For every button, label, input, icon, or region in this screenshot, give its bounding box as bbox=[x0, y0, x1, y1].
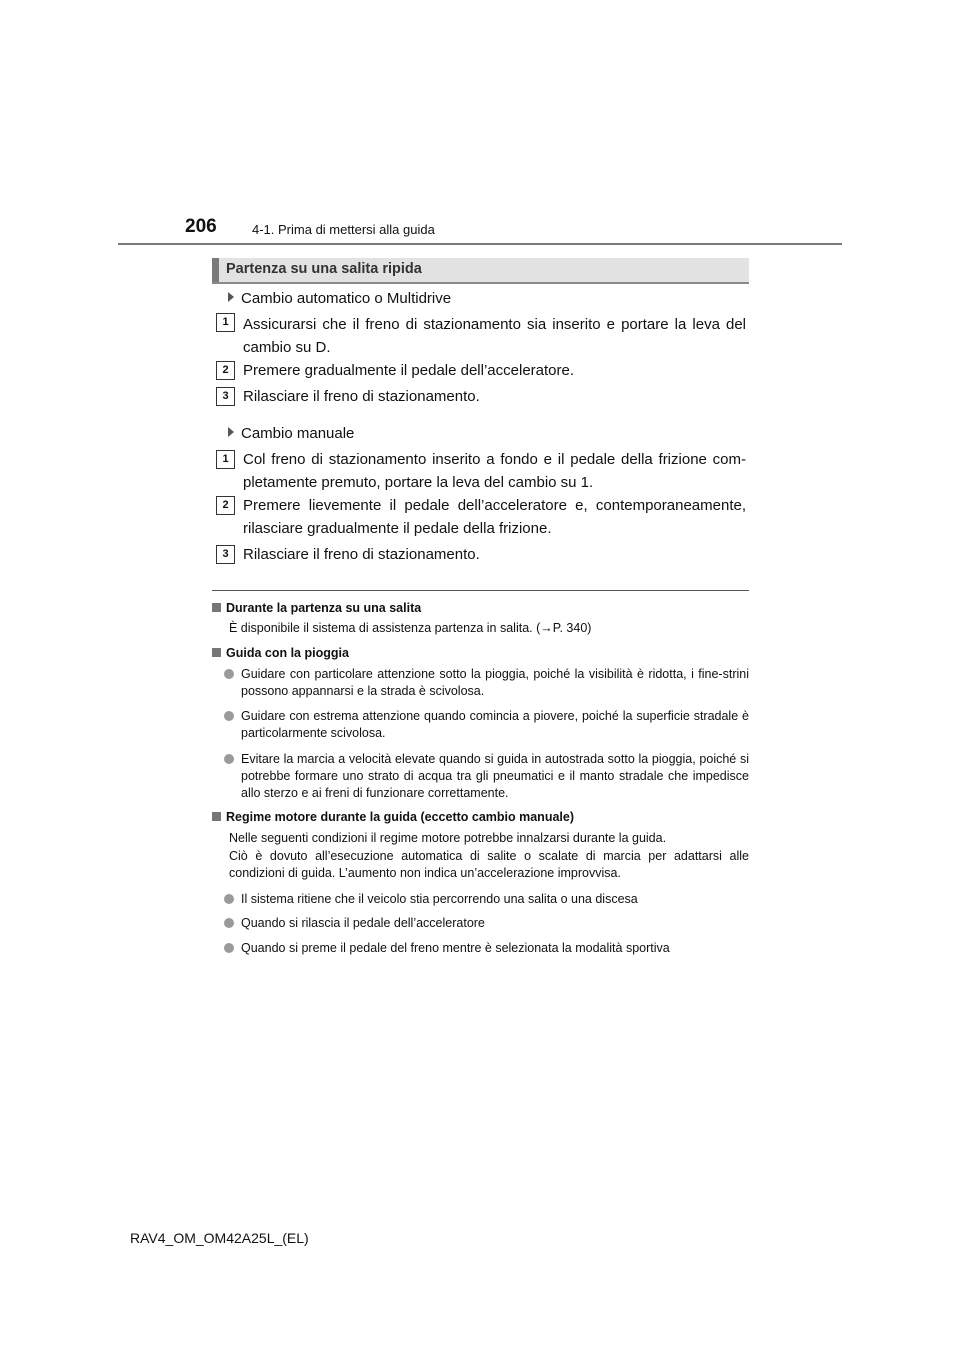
note-text: Ciò è dovuto all’esecuzione automatica di salite o scalate di marcia per adattarsi alle condizioni di guida. L’aumento non indica un’accelerazione improvvisa. bbox=[229, 849, 749, 880]
bullet-item: Guidare con particolare attenzione sotto la pioggia, poiché la visibilità è ridotta, i fine-strini possono appannarsi e la strada è scivolosa. bbox=[212, 666, 749, 700]
header-divider bbox=[118, 243, 842, 245]
note-heading: Durante la partenza su una salita bbox=[212, 601, 421, 615]
bullet-item: Quando si preme il pedale del freno mentre è selezionata la modalità sportiva bbox=[212, 940, 749, 957]
notes-divider bbox=[212, 590, 749, 591]
circle-bullet-icon bbox=[224, 669, 234, 679]
step-number: 2 bbox=[216, 496, 235, 515]
step-text: Assicurarsi che il freno di stazionamento sia inserito e portare la leva del cambio su D. bbox=[243, 316, 746, 356]
step-number: 2 bbox=[216, 361, 235, 380]
note-heading: Guida con la pioggia bbox=[212, 646, 349, 660]
note-text: Nelle seguenti condizioni il regime motore potrebbe innalzarsi durante la guida. bbox=[229, 831, 667, 845]
topic-title-bar bbox=[212, 258, 749, 284]
step-text: Rilasciare il freno di stazionamento. bbox=[243, 388, 480, 405]
manual-heading: Cambio manuale bbox=[228, 425, 354, 442]
footer-document-code: RAV4_OM_OM42A25L_(EL) bbox=[130, 1230, 309, 1246]
bullet-item: Quando si rilascia il pedale dell’acceleratore bbox=[212, 915, 749, 932]
circle-bullet-icon bbox=[224, 754, 234, 764]
circle-bullet-icon bbox=[224, 918, 234, 928]
square-bullet-icon bbox=[212, 648, 221, 657]
note-heading: Regime motore durante la guida (eccetto cambio manuale) bbox=[212, 810, 574, 824]
section-title: 4-1. Prima di mettersi alla guida bbox=[252, 222, 435, 237]
step-number: 3 bbox=[216, 387, 235, 406]
step-text: Premere gradualmente il pedale dell’acceleratore. bbox=[243, 362, 575, 379]
step-number: 3 bbox=[216, 545, 235, 564]
step-text: Col freno di stazionamento inserito a fondo e il pedale della frizione com-pletamente premuto, portare la leva del cambio su 1. bbox=[243, 451, 746, 491]
page-number: 206 bbox=[185, 216, 217, 237]
square-bullet-icon bbox=[212, 812, 221, 821]
circle-bullet-icon bbox=[224, 894, 234, 904]
triangle-bullet-icon bbox=[228, 292, 234, 302]
automatic-heading: Cambio automatico o Multidrive bbox=[228, 290, 451, 307]
step-number: 1 bbox=[216, 450, 235, 469]
circle-bullet-icon bbox=[224, 711, 234, 721]
bullet-item: Il sistema ritiene che il veicolo stia percorrendo una salita o una discesa bbox=[212, 891, 749, 908]
triangle-bullet-icon bbox=[228, 427, 234, 437]
square-bullet-icon bbox=[212, 603, 221, 612]
title-accent bbox=[212, 258, 219, 282]
step-text: Rilasciare il freno di stazionamento. bbox=[243, 546, 480, 563]
step-number: 1 bbox=[216, 313, 235, 332]
topic-title: Partenza su una salita ripida bbox=[226, 261, 422, 277]
note-text: È disponibile il sistema di assistenza partenza in salita. (→P. 340) bbox=[229, 621, 592, 635]
bullet-item: Evitare la marcia a velocità elevate quando si guida in autostrada sotto la pioggia, poiché si potrebbe formare uno strato di acqua tra gli pneumatici e il manto stradale che impedisce allo sterzo e ai freni di funzionare correttamente. bbox=[212, 751, 749, 802]
circle-bullet-icon bbox=[224, 943, 234, 953]
bullet-item: Guidare con estrema attenzione quando comincia a piovere, poiché la superficie stradale è particolarmente scivolosa. bbox=[212, 708, 749, 742]
step-text: Premere lievemente il pedale dell’acceleratore e, contemporaneamente, rilasciare gradualmente il pedale della frizione. bbox=[243, 497, 746, 537]
